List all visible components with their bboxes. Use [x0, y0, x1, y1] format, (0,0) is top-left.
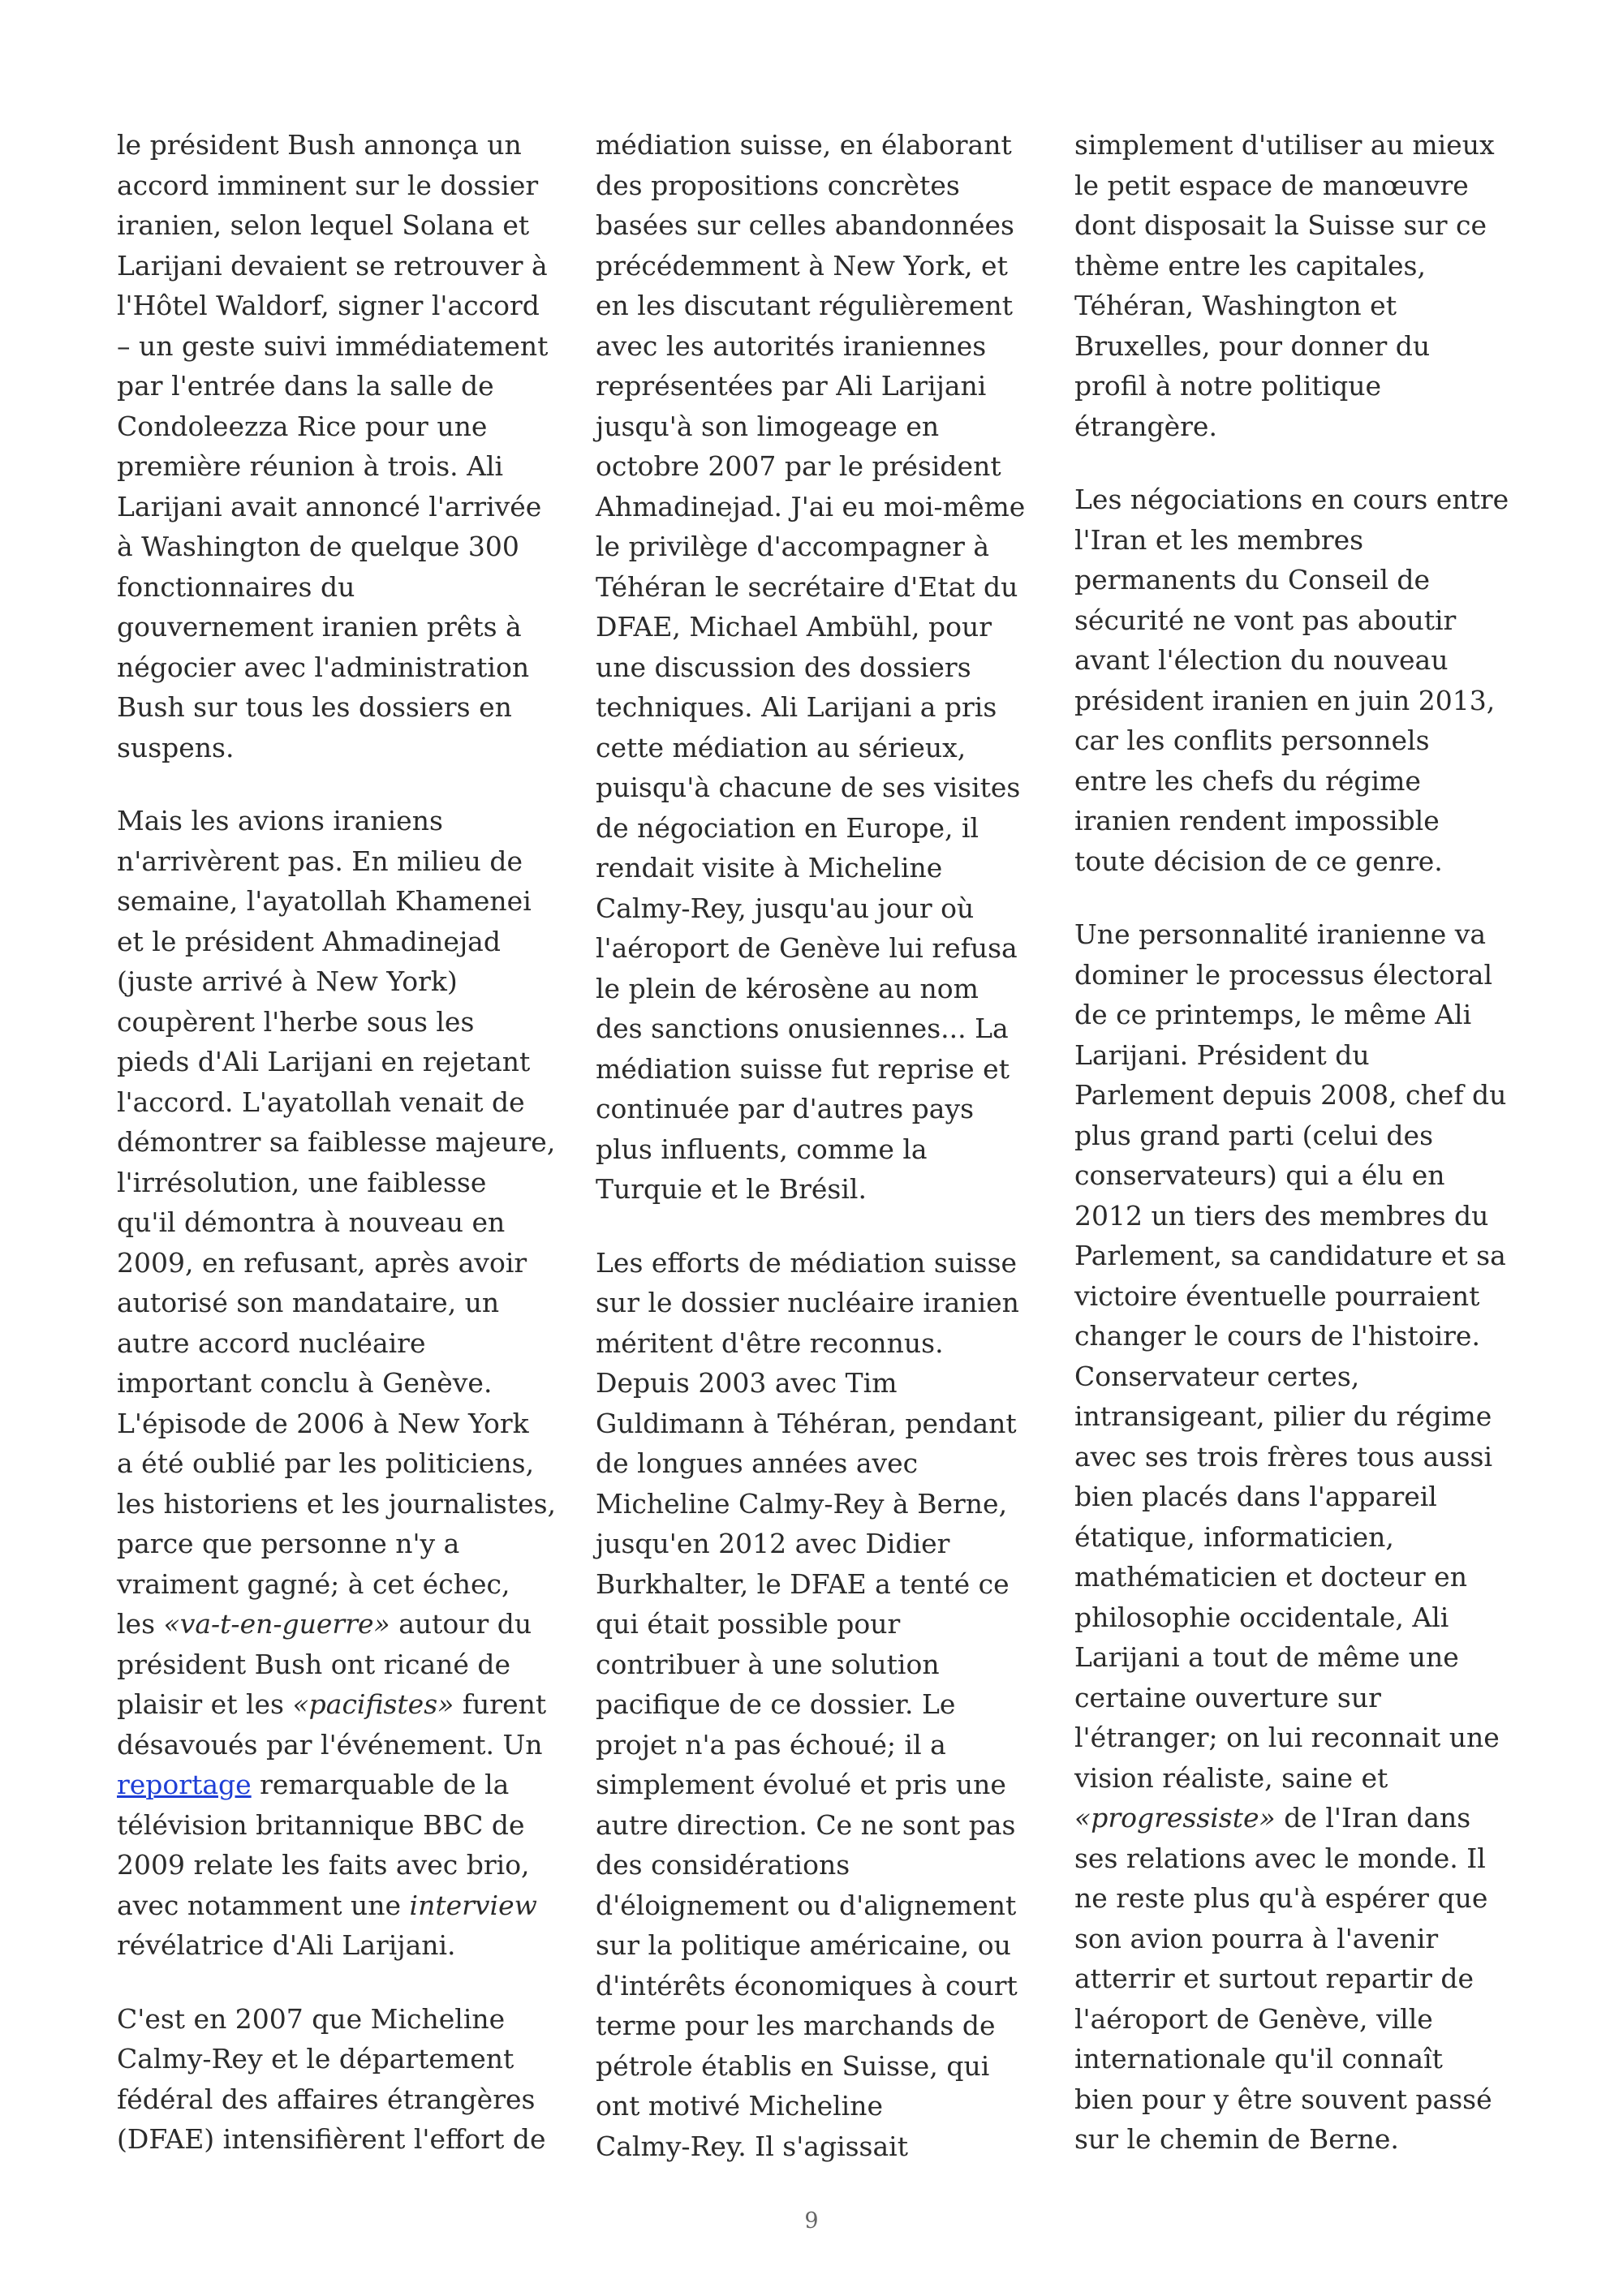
- text-line: techniques. Ali Larijani a pris: [596, 691, 997, 723]
- text-line: changer le cours de l'histoire.: [1074, 1320, 1480, 1352]
- text-line: Depuis 2003 avec Tim: [596, 1367, 898, 1399]
- text-line: reportage remarquable de la: [117, 1769, 510, 1800]
- text-line: Calmy-Rey. Il s'agissait: [596, 2130, 908, 2162]
- text-line: l'étranger; on lui reconnait une: [1074, 1722, 1500, 1753]
- text-line: octobre 2007 par le président: [596, 450, 1001, 482]
- text-line: basées sur celles abandonnées: [596, 209, 1014, 241]
- text-line: de négociation en Europe, il: [596, 811, 979, 844]
- text-line: en les discutant régulièrement: [596, 290, 1014, 321]
- paragraph: [117, 1999, 571, 2160]
- text-line: certaine ouverture sur: [1074, 1681, 1381, 1713]
- text-line: accord imminent sur le dossier: [117, 169, 539, 201]
- text-line: victoire éventuelle pourraient: [1074, 1279, 1480, 1312]
- text-line: qu'il démontra à nouveau en: [117, 1206, 506, 1238]
- text-line: qui était possible pour: [596, 1608, 901, 1640]
- text-line: d'intérêts économiques à court: [596, 1969, 1018, 2001]
- text-line: car les conflits personnels: [1074, 724, 1430, 756]
- text-line: médiation suisse fut reprise et: [596, 1052, 1010, 1085]
- emphasis-text: «va-t-en-guerre»: [163, 1608, 390, 1640]
- text-line: plaisir et les «pacifistes» furent: [117, 1688, 547, 1720]
- text-line: désavoués par l'événement. Un: [117, 1728, 543, 1761]
- text-line: important conclu à Genève.: [117, 1367, 493, 1399]
- text-line: permanents du Conseil de: [1074, 564, 1431, 595]
- text-line: (DFAE) intensifièrent l'effort de: [117, 2123, 546, 2155]
- text-line: bien placés dans l'appareil: [1074, 1481, 1437, 1512]
- text-line: président iranien en juin 2013,: [1074, 684, 1496, 716]
- text-line: le privilège d'accompagner à: [596, 531, 990, 562]
- text-line: L'épisode de 2006 à New York: [117, 1407, 529, 1439]
- text-line: parce que personne n'y a: [117, 1528, 460, 1559]
- text-line: les historiens et les journalistes,: [117, 1487, 557, 1520]
- text-line: sécurité ne vont pas aboutir: [1074, 604, 1457, 636]
- text-line: n'arrivèrent pas. En milieu de: [117, 845, 523, 877]
- text-line: pacifique de ce dossier. Le: [596, 1688, 956, 1720]
- text-line: contribuer à une solution: [596, 1648, 940, 1680]
- text-line: continuée par d'autres pays: [596, 1093, 975, 1124]
- text-line: fonctionnaires du: [117, 570, 355, 603]
- text-line: avec ses trois frères tous aussi: [1074, 1440, 1492, 1473]
- text-line: thème entre les capitales,: [1074, 249, 1426, 282]
- reportage-link[interactable]: reportage: [117, 1769, 252, 1800]
- text-line: Les négociations en cours entre: [1074, 484, 1509, 515]
- text-line: plus influents, comme la: [596, 1133, 928, 1165]
- text-line: sur le dossier nucléaire iranien: [596, 1287, 1019, 1318]
- text-line: Une personnalité iranienne va: [1074, 918, 1487, 950]
- text-line: 2009 relate les faits avec brio,: [117, 1849, 530, 1881]
- text-line: le plein de kérosène au nom: [596, 972, 979, 1004]
- text-line: Micheline Calmy-Rey à Berne,: [596, 1487, 1008, 1520]
- text-line: l'accord. L'ayatollah venait de: [117, 1086, 525, 1118]
- text-line: l'aéroport de Genève, ville: [1074, 2002, 1433, 2035]
- text-line: négocier avec l'administration: [117, 651, 530, 683]
- text-line: Condoleezza Rice pour une: [117, 410, 488, 442]
- text-line: révélatrice d'Ali Larijani.: [117, 1929, 456, 1961]
- emphasis-text: interview: [409, 1889, 537, 1921]
- text-line: des considérations: [596, 1849, 850, 1881]
- text-line: Calmy-Rey, jusqu'au jour où: [596, 892, 975, 924]
- text-line: pétrole établis en Suisse, qui: [596, 2049, 990, 2082]
- text-line: intransigeant, pilier du régime: [1074, 1400, 1492, 1432]
- text-line: autre accord nucléaire: [117, 1326, 426, 1359]
- text-line: démontrer sa faiblesse majeure,: [117, 1126, 556, 1158]
- text-column-1: [117, 125, 571, 2160]
- text-line: simplement d'utiliser au mieux: [1074, 129, 1495, 161]
- text-line: gouvernement iranien prêts à: [117, 611, 522, 643]
- text-line: de longues années avec: [596, 1447, 919, 1479]
- text-line: par l'entrée dans la salle de: [117, 370, 494, 402]
- text-line: DFAE, Michael Ambühl, pour: [596, 611, 992, 643]
- text-line: Téhéran le secrétaire d'Etat du: [596, 570, 1018, 603]
- text-line: Les efforts de médiation suisse: [596, 1246, 1018, 1279]
- text-line: – un geste suivi immédiatement: [117, 329, 549, 362]
- text-line: ne reste plus qu'à espérer que: [1074, 1882, 1488, 1914]
- text-line: avec notamment une interview: [117, 1889, 537, 1921]
- paragraph: [1074, 479, 1529, 881]
- text-line: Guldimann à Téhéran, pendant: [596, 1407, 1017, 1439]
- text-line: sur le chemin de Berne.: [1074, 2123, 1399, 2155]
- text-line: 2012 un tiers des membres du: [1074, 1199, 1489, 1232]
- text-line: autorisé son mandataire, un: [117, 1287, 500, 1318]
- paragraph: [1074, 914, 1529, 2160]
- text-column-3: [1074, 125, 1529, 2160]
- text-line: Téhéran, Washington et: [1074, 290, 1397, 321]
- text-line: rendait visite à Micheline: [596, 852, 943, 884]
- text-line: Parlement, sa candidature et sa: [1074, 1240, 1506, 1271]
- text-line: atterrir et surtout repartir de: [1074, 1963, 1474, 1994]
- text-line: ont motivé Micheline: [596, 2090, 884, 2122]
- text-line: vision réaliste, saine et: [1074, 1761, 1388, 1794]
- text-line: l'Iran et les membres: [1074, 523, 1364, 556]
- text-line: conservateurs) qui a élu en: [1074, 1159, 1445, 1191]
- text-line: d'éloignement ou d'alignement: [596, 1889, 1017, 1921]
- text-line: Larijani a tout de même une: [1074, 1641, 1459, 1673]
- text-line: à Washington de quelque 300: [117, 531, 519, 562]
- text-line: des sanctions onusiennes... La: [596, 1013, 1009, 1044]
- text-line: C'est en 2007 que Micheline: [117, 2002, 506, 2035]
- text-line: philosophie occidentale, Ali: [1074, 1601, 1449, 1633]
- text-line: Larijani. Président du: [1074, 1038, 1370, 1071]
- text-line: des propositions concrètes: [596, 169, 960, 201]
- text-line: fédéral des affaires étrangères: [117, 2083, 536, 2115]
- text-line: avec les autorités iraniennes: [596, 329, 987, 362]
- emphasis-text: «progressiste»: [1074, 1802, 1276, 1834]
- text-line: suspens.: [117, 731, 235, 763]
- text-line: représentées par Ali Larijani: [596, 370, 987, 402]
- text-line: plus grand parti (celui des: [1074, 1119, 1434, 1151]
- text-line: Calmy-Rey et le département: [117, 2043, 514, 2075]
- text-line: de ce printemps, le même Ali: [1074, 999, 1472, 1030]
- page-number: 9: [804, 2208, 819, 2234]
- text-line: dominer le processus électoral: [1074, 958, 1493, 991]
- text-line: une discussion des dossiers: [596, 651, 971, 683]
- text-line: iranien, selon lequel Solana et: [117, 209, 530, 241]
- text-line: Turquie et le Brésil.: [596, 1173, 867, 1205]
- text-line: jusqu'à son limogeage en: [596, 410, 940, 442]
- text-line: (juste arrivé à New York): [117, 965, 458, 997]
- paragraph: [117, 125, 571, 767]
- text-line: Parlement depuis 2008, chef du: [1074, 1079, 1507, 1111]
- text-line: autre direction. Ce ne sont pas: [596, 1808, 1016, 1841]
- text-line: 2009, en refusant, après avoir: [117, 1246, 527, 1279]
- text-line: iranien rendent impossible: [1074, 805, 1440, 836]
- text-line: Conservateur certes,: [1074, 1360, 1360, 1392]
- text-line: «progressiste» de l'Iran dans: [1074, 1802, 1471, 1834]
- text-line: simplement évolué et pris une: [596, 1769, 1006, 1800]
- text-line: médiation suisse, en élaborant: [596, 129, 1012, 161]
- text-line: avant l'élection du nouveau: [1074, 644, 1449, 676]
- text-line: terme pour les marchands de: [596, 2010, 996, 2041]
- text-line: vraiment gagné; à cet échec,: [117, 1567, 510, 1600]
- text-line: profil à notre politique: [1074, 370, 1381, 402]
- text-line: l'Hôtel Waldorf, signer l'accord: [117, 290, 540, 321]
- text-line: puisqu'à chacune de ses visites: [596, 772, 1021, 803]
- text-line: Larijani devaient se retrouver à: [117, 249, 548, 282]
- text-line: le président Bush annonça un: [117, 129, 522, 161]
- text-line: Bush sur tous les dossiers en: [117, 691, 512, 723]
- text-line: étatique, informaticien,: [1074, 1520, 1394, 1553]
- text-line: a été oublié par les politiciens,: [117, 1447, 535, 1479]
- text-line: méritent d'être reconnus.: [596, 1326, 944, 1359]
- text-line: Larijani avait annoncé l'arrivée: [117, 490, 542, 522]
- paragraph: [596, 1243, 1050, 2167]
- text-line: bien pour y être souvent passé: [1074, 2083, 1492, 2115]
- text-line: président Bush ont ricané de: [117, 1648, 511, 1680]
- text-line: Burkhalter, le DFAE a tenté ce: [596, 1567, 1010, 1600]
- text-line: cette médiation au sérieux,: [596, 731, 966, 763]
- text-line: et le président Ahmadinejad: [117, 925, 501, 957]
- text-line: l'aéroport de Genève lui refusa: [596, 932, 1018, 964]
- text-line: pieds d'Ali Larijani en rejetant: [117, 1046, 531, 1077]
- paragraph: [596, 125, 1050, 1210]
- text-line: télévision britannique BBC de: [117, 1808, 525, 1841]
- text-line: étrangère.: [1074, 410, 1217, 442]
- paragraph: [1074, 125, 1529, 446]
- text-line: internationale qu'il connaît: [1074, 2043, 1443, 2075]
- text-line: ses relations avec le monde. Il: [1074, 1842, 1486, 1874]
- text-line: Mais les avions iraniens: [117, 805, 443, 836]
- text-line: semaine, l'ayatollah Khamenei: [117, 885, 532, 917]
- text-line: coupèrent l'herbe sous les: [117, 1005, 475, 1038]
- text-line: dont disposait la Suisse sur ce: [1074, 209, 1487, 241]
- text-line: son avion pourra à l'avenir: [1074, 1922, 1439, 1954]
- text-line: jusqu'en 2012 avec Didier: [596, 1528, 950, 1559]
- text-line: première réunion à trois. Ali: [117, 450, 504, 482]
- emphasis-text: «pacifistes»: [292, 1688, 454, 1720]
- paragraph: [117, 801, 571, 1966]
- text-line: entre les chefs du régime: [1074, 764, 1421, 797]
- text-line: Ahmadinejad. J'ai eu moi-même: [596, 490, 1026, 522]
- text-line: l'irrésolution, une faiblesse: [117, 1166, 487, 1198]
- text-line: précédemment à New York, et: [596, 249, 1008, 282]
- text-line: toute décision de ce genre.: [1074, 845, 1443, 877]
- text-line: projet n'a pas échoué; il a: [596, 1728, 946, 1761]
- text-line: les «va-t-en-guerre» autour du: [117, 1608, 532, 1640]
- text-line: sur la politique américaine, ou: [596, 1929, 1011, 1961]
- text-line: Bruxelles, pour donner du: [1074, 329, 1431, 362]
- text-line: mathématicien et docteur en: [1074, 1561, 1467, 1593]
- text-line: le petit espace de manœuvre: [1074, 169, 1469, 201]
- text-column-2: [596, 125, 1050, 2166]
